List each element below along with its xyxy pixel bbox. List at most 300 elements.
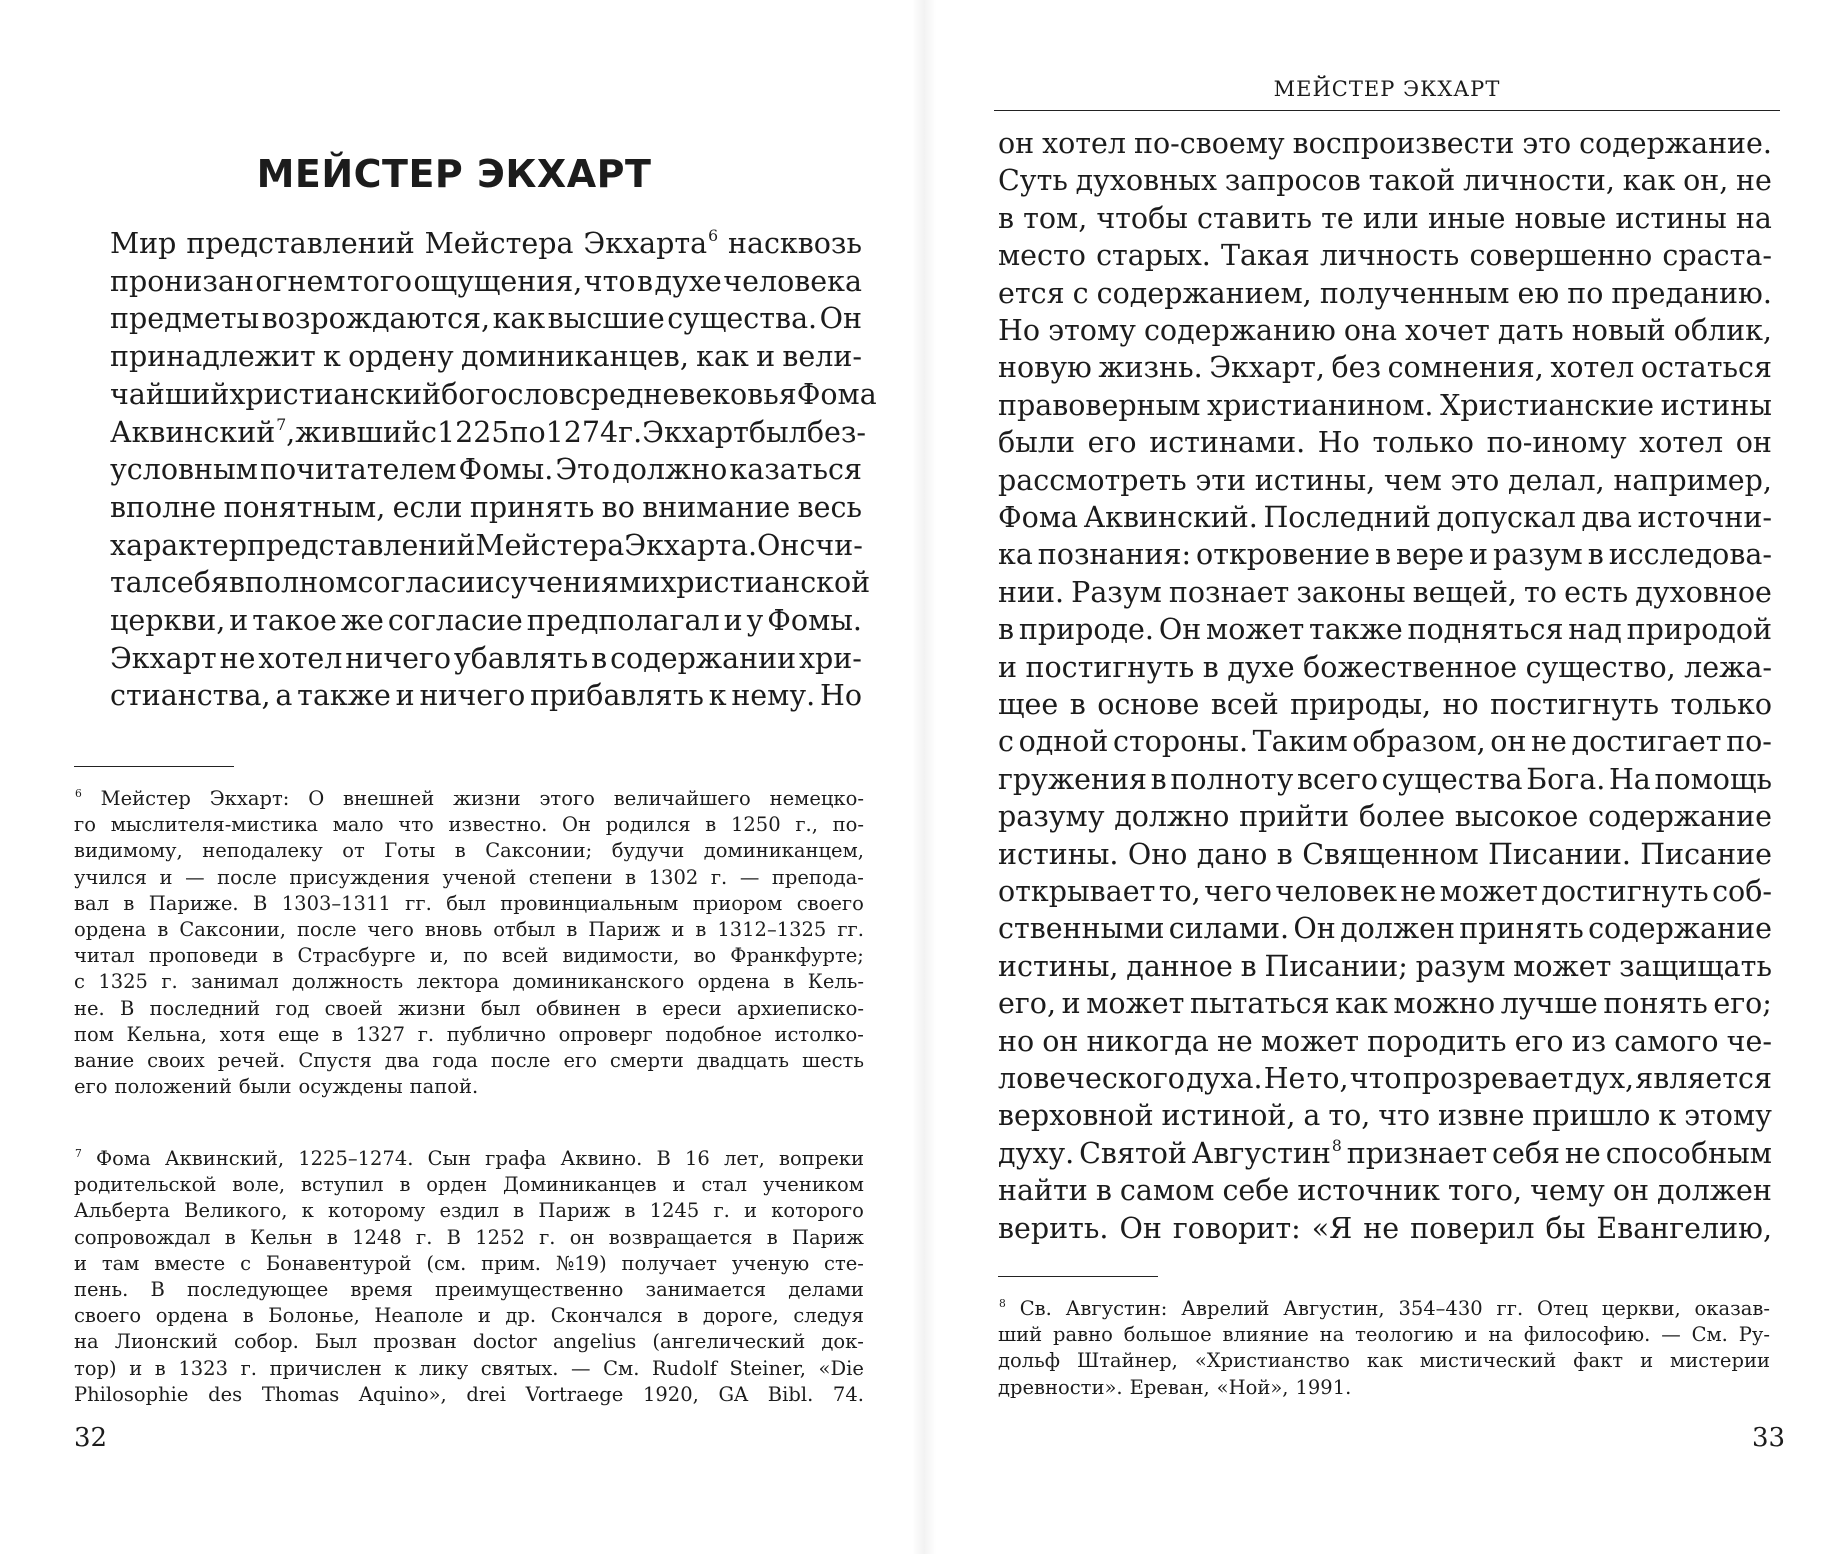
word: в: [154, 1356, 166, 1380]
word: полном: [244, 566, 358, 600]
word: истины: [1615, 201, 1727, 235]
word: стианства,: [110, 679, 271, 713]
word: См.: [603, 1356, 640, 1380]
word: с: [420, 415, 437, 449]
word: учеником: [762, 1173, 864, 1197]
body-line: [998, 575, 1772, 611]
word: 1920,: [642, 1382, 699, 1406]
word: том,: [1023, 201, 1088, 235]
word: не: [1564, 1136, 1601, 1170]
word: над: [1568, 613, 1622, 647]
word: г.,: [795, 813, 818, 837]
word: См.: [1691, 1323, 1728, 1347]
word: это: [1450, 463, 1500, 497]
word: природой: [1626, 613, 1772, 647]
word: г.: [415, 1225, 433, 1249]
word: Экхарта$^6$: [583, 226, 719, 260]
word: неподалеку: [202, 839, 323, 863]
word: два: [384, 1049, 420, 1072]
word: воспроизвести: [1292, 127, 1515, 160]
word: 74.: [832, 1382, 864, 1406]
word: церкви,: [1601, 1297, 1681, 1320]
word: что: [1378, 1099, 1431, 1133]
footnote-marker: 6: [75, 786, 82, 800]
word: 354–430: [1398, 1297, 1483, 1320]
chapter-title: МЕЙСТЕР ЭКХАРТ: [256, 152, 652, 196]
word: должно: [612, 453, 728, 487]
word: Саксонии,: [179, 918, 286, 941]
word: себе: [1222, 1174, 1290, 1208]
footnote-marker: 7: [75, 1146, 82, 1160]
word: принять: [469, 490, 595, 524]
word: должен: [1657, 1174, 1772, 1208]
word: Писание: [1640, 837, 1772, 871]
footnote-line: [74, 1146, 864, 1174]
word: в: [695, 918, 707, 941]
footnote-line: [74, 1303, 864, 1328]
word: —: [739, 865, 760, 889]
word: но: [998, 1024, 1035, 1058]
word: учился: [74, 865, 147, 889]
word: сопровождал: [74, 1225, 211, 1249]
word: [998, 1296, 1006, 1324]
word: характер: [110, 528, 247, 562]
word: духовное: [1635, 575, 1772, 609]
word: христианский: [229, 377, 442, 411]
word: ется: [998, 276, 1065, 310]
word: angelius: [552, 1330, 637, 1354]
word: своих: [147, 1049, 205, 1072]
word: из: [1571, 1024, 1607, 1058]
word: Христианские: [1440, 388, 1654, 422]
word: 1225: [436, 415, 510, 449]
word: г.: [710, 865, 728, 889]
word: и: [998, 650, 1017, 684]
word: хотел: [1639, 426, 1724, 460]
word: законы: [1296, 575, 1406, 609]
word: принадлежит: [110, 340, 316, 374]
word: помощь: [1654, 762, 1772, 796]
word: там: [101, 1251, 140, 1275]
word: в: [566, 918, 578, 941]
word: Суть: [998, 164, 1068, 198]
word: весь: [797, 490, 862, 524]
word: духовных: [1075, 164, 1217, 198]
word: чайший: [110, 377, 230, 411]
word: преданию.: [1611, 276, 1772, 310]
word: эти: [1195, 463, 1247, 497]
word: О: [308, 787, 325, 810]
footnote-line: [74, 838, 864, 863]
running-head-rule: [994, 110, 1780, 111]
word: 1327: [355, 1022, 406, 1046]
word: в: [998, 613, 1015, 647]
word: содержание: [1588, 912, 1772, 946]
word: Скончался: [550, 1304, 663, 1328]
word: опроверг: [558, 1022, 653, 1046]
word: представлений: [186, 227, 415, 260]
word: этого: [539, 787, 595, 810]
word: того,: [1447, 1174, 1523, 1208]
word: гг.: [405, 891, 432, 915]
word: отбыл: [493, 918, 556, 941]
word: хотел: [1550, 351, 1635, 385]
body-line: [998, 911, 1772, 947]
word: высокое: [1454, 800, 1579, 834]
word: «Ной»,: [1216, 1375, 1289, 1399]
word: doctor: [472, 1330, 537, 1354]
word: Разум: [1071, 575, 1162, 609]
word: к: [394, 1356, 407, 1380]
word: Фомы.: [458, 453, 554, 487]
word: в: [228, 566, 245, 600]
body-line: [998, 126, 1772, 162]
word: дух,: [1574, 1062, 1635, 1095]
word: чему: [1530, 1174, 1605, 1208]
word: мистерии: [1670, 1349, 1770, 1373]
word: Но: [819, 679, 862, 713]
word: в: [783, 970, 795, 994]
word: Неаполе: [374, 1304, 464, 1328]
word: которого: [771, 1199, 864, 1223]
word: запросов: [1224, 164, 1361, 198]
word: Болонье,: [268, 1304, 360, 1328]
word: если: [392, 490, 463, 524]
word: Thomas: [261, 1382, 340, 1406]
word: Он: [1119, 1211, 1162, 1245]
word: не: [1400, 875, 1437, 908]
word: как: [1335, 987, 1388, 1021]
word: 16: [685, 1147, 710, 1170]
body-line: [998, 986, 1772, 1022]
word: GA: [718, 1382, 749, 1406]
word: возвращается: [608, 1225, 753, 1249]
word: же: [340, 604, 384, 637]
word: существа: [1381, 762, 1523, 796]
word: принять: [1459, 912, 1584, 946]
word: источни-: [1637, 501, 1772, 534]
body-line: [110, 339, 862, 375]
word: вещей,: [1412, 575, 1517, 609]
word: его: [1514, 1024, 1564, 1058]
word: содержании: [610, 641, 797, 675]
word: доминиканцев,: [460, 340, 689, 374]
word: Альберта: [74, 1199, 170, 1223]
body-line: [998, 388, 1772, 424]
footnote-line: [74, 1198, 864, 1223]
word: последующее: [186, 1278, 329, 1301]
word: и: [1469, 538, 1488, 572]
word: способным: [1605, 1136, 1772, 1170]
word: ший: [998, 1323, 1043, 1347]
body-line: [110, 226, 862, 266]
word: природы,: [1290, 688, 1432, 721]
footnote-line: [74, 1251, 864, 1276]
word: Steiner,: [729, 1356, 806, 1380]
word: признает: [1346, 1136, 1488, 1170]
footnote-line: [74, 996, 864, 1021]
footnote-line: [74, 1074, 864, 1099]
word: видимому,: [74, 839, 183, 863]
word: Париже.: [148, 891, 239, 915]
word: а: [1303, 1099, 1321, 1133]
word: новые: [1514, 201, 1607, 235]
word: Саксонии;: [485, 839, 593, 863]
body-line: [110, 414, 867, 455]
body-line: [998, 537, 1772, 573]
word: облик,: [1673, 314, 1772, 347]
word: Великого,: [184, 1199, 288, 1223]
word: и: [159, 865, 173, 889]
word: должность: [291, 970, 404, 994]
word: год: [275, 996, 310, 1020]
body-line: [998, 1136, 1772, 1176]
word: к: [301, 1199, 314, 1223]
word: или: [1362, 201, 1419, 235]
word: публично: [446, 1022, 546, 1046]
word: можно: [1393, 987, 1496, 1021]
word: на: [74, 1330, 99, 1354]
word: она: [1343, 314, 1397, 347]
word: в: [157, 918, 169, 941]
word: остаться: [1640, 351, 1772, 385]
word: ственными: [998, 912, 1165, 946]
word: прозревает: [1402, 1062, 1574, 1095]
word: будучи: [611, 839, 685, 863]
word: речей.: [217, 1049, 286, 1072]
word: полноту: [1170, 762, 1294, 796]
word: представлений: [247, 528, 476, 562]
word: Экхарта.: [624, 528, 758, 562]
word: рассмотреть: [998, 463, 1187, 497]
word: чего: [1204, 875, 1272, 908]
word: ученой: [442, 865, 517, 889]
word: ордена: [74, 918, 147, 941]
word: На: [1608, 762, 1651, 796]
word: Он: [757, 528, 800, 562]
body-line: [998, 799, 1772, 835]
word: Спустя: [298, 1049, 372, 1072]
word: в: [123, 891, 135, 915]
word: породить: [1367, 1024, 1507, 1058]
footnote-separator: [998, 1276, 1158, 1277]
word: В: [150, 1278, 165, 1301]
word: одной: [1018, 725, 1109, 759]
body-line: [998, 238, 1772, 274]
word: в: [1095, 1174, 1112, 1208]
body-line: [998, 1098, 1772, 1134]
word: в: [705, 813, 717, 837]
word: постигнуть: [1025, 650, 1195, 684]
word: Святой: [1079, 1136, 1187, 1170]
word: как: [1622, 164, 1676, 198]
word: и,: [429, 944, 450, 968]
footnote-line: [74, 917, 864, 942]
word: Таким: [1252, 725, 1348, 759]
word: ка: [998, 538, 1033, 572]
word: существо,: [1525, 650, 1676, 684]
word: видимости,: [562, 944, 680, 968]
word: без: [1331, 351, 1382, 385]
word: он: [569, 1225, 595, 1249]
word: 1302: [648, 865, 699, 889]
word: в: [998, 201, 1015, 235]
body-line: [998, 724, 1772, 760]
word: себя: [1492, 1136, 1561, 1170]
word: место: [998, 239, 1086, 273]
word: нему.: [731, 679, 816, 713]
word: философию.: [1523, 1323, 1651, 1347]
word: хочет: [1405, 314, 1490, 347]
word: верить.: [998, 1211, 1109, 1245]
word: в: [1240, 949, 1257, 983]
word: является: [1635, 1062, 1772, 1095]
word: следуя: [793, 1304, 864, 1328]
body-line: [998, 276, 1772, 312]
word: по-: [1726, 725, 1772, 759]
word: поверил: [1410, 1211, 1535, 1245]
page-number: 32: [74, 1423, 108, 1453]
footnote-line: [74, 786, 864, 814]
word: и: [756, 340, 776, 374]
footnote-line: [74, 1172, 864, 1197]
word: (ангелический: [652, 1330, 806, 1354]
word: его: [563, 1049, 597, 1072]
word: в: [591, 641, 608, 675]
body-line: [998, 687, 1772, 723]
word: В: [119, 996, 135, 1020]
word: познает: [1168, 575, 1290, 609]
footnote-line: [998, 1322, 1770, 1347]
word: Писании.: [1488, 837, 1631, 871]
word: то,: [1328, 1099, 1371, 1133]
word: ордена: [155, 1304, 229, 1328]
word: Кельн: [250, 1225, 313, 1249]
word: читал: [74, 944, 135, 968]
body-line: [110, 678, 862, 714]
word: ловеческого: [998, 1062, 1185, 1095]
word: графа: [485, 1147, 547, 1170]
footnote-marker: 8: [999, 1296, 1006, 1310]
body-line: [998, 612, 1772, 648]
word: в: [242, 1304, 254, 1328]
word: своего: [74, 1304, 142, 1328]
word: открывает: [998, 875, 1156, 908]
footnote-line: [74, 943, 864, 968]
body-line: [110, 452, 862, 488]
word: христианином.: [1207, 388, 1434, 422]
word: данное: [1126, 949, 1233, 983]
word: Экхарт: [642, 415, 749, 449]
word: 1274: [545, 415, 619, 449]
word: папой.: [409, 1075, 479, 1099]
word: Экхарт: [110, 641, 217, 675]
word: тал: [110, 566, 161, 600]
word: Отец: [1537, 1297, 1588, 1320]
word: предметы: [110, 302, 260, 336]
word: духе: [654, 264, 722, 298]
word: Ру-: [1738, 1323, 1770, 1347]
body-line: [998, 1173, 1772, 1209]
word: делами: [788, 1278, 864, 1301]
word: от: [342, 839, 365, 863]
word: по: [463, 944, 488, 968]
word: как: [1366, 1349, 1403, 1373]
word: что: [1349, 1062, 1402, 1095]
word: Кельна,: [126, 1022, 207, 1046]
word: к: [1658, 1099, 1677, 1133]
word: истины,: [998, 949, 1119, 983]
word: высшие: [547, 302, 665, 336]
word: и: [395, 679, 415, 713]
word: г.: [240, 1356, 257, 1380]
word: мистический: [1419, 1349, 1557, 1373]
word: дольф: [998, 1349, 1061, 1373]
word: ордену: [348, 340, 454, 374]
word: и: [744, 1199, 758, 1223]
word: во: [693, 944, 717, 968]
word: Сын: [427, 1147, 471, 1170]
word: к: [323, 340, 341, 374]
footnote-line: [74, 1329, 864, 1354]
word: церкви,: [110, 604, 226, 637]
word: причислен: [269, 1356, 382, 1380]
word: вание: [74, 1049, 135, 1072]
word: вместе: [154, 1251, 226, 1275]
body-line: [998, 313, 1772, 349]
word: содержанием,: [1096, 276, 1312, 310]
word: Аквинский$^7$,: [110, 414, 296, 449]
word: жизнь.: [1098, 351, 1203, 385]
word: стороны.: [1113, 725, 1249, 759]
word: на: [1488, 1323, 1513, 1347]
footnote-marker: 8: [1331, 1136, 1342, 1156]
word: и: [229, 604, 249, 637]
word: вере: [1395, 538, 1465, 572]
word: факт: [1573, 1349, 1624, 1373]
word: лектора: [416, 970, 500, 994]
word: допускал: [1436, 501, 1576, 534]
footnote-line: [998, 1296, 1770, 1324]
body-line: [110, 264, 862, 300]
word: 1250: [730, 813, 781, 837]
word: Но: [1317, 426, 1360, 460]
footnote-line: [998, 1348, 1770, 1373]
word: в: [513, 1199, 525, 1223]
word: на: [1735, 201, 1772, 235]
word: Не: [1263, 1062, 1306, 1095]
word: 1312–1325: [717, 918, 827, 941]
word: ереси: [662, 996, 722, 1020]
word: док-: [821, 1330, 864, 1354]
word: достигает: [1571, 725, 1722, 759]
word: в: [272, 944, 284, 968]
word: в: [624, 1199, 636, 1223]
word: Писании;: [1264, 949, 1408, 983]
word: то,: [1158, 875, 1201, 908]
word: известно.: [448, 813, 548, 837]
word: только: [1670, 688, 1772, 721]
footnote-marker: 7: [276, 414, 287, 434]
body-line: [998, 874, 1772, 910]
body-line: [110, 528, 862, 564]
word: не: [1531, 725, 1567, 759]
word: пронизан: [110, 264, 254, 298]
word: он: [1490, 725, 1527, 759]
word: проповеди: [148, 944, 259, 968]
word: лику: [419, 1356, 469, 1380]
word: чем: [1383, 463, 1442, 497]
